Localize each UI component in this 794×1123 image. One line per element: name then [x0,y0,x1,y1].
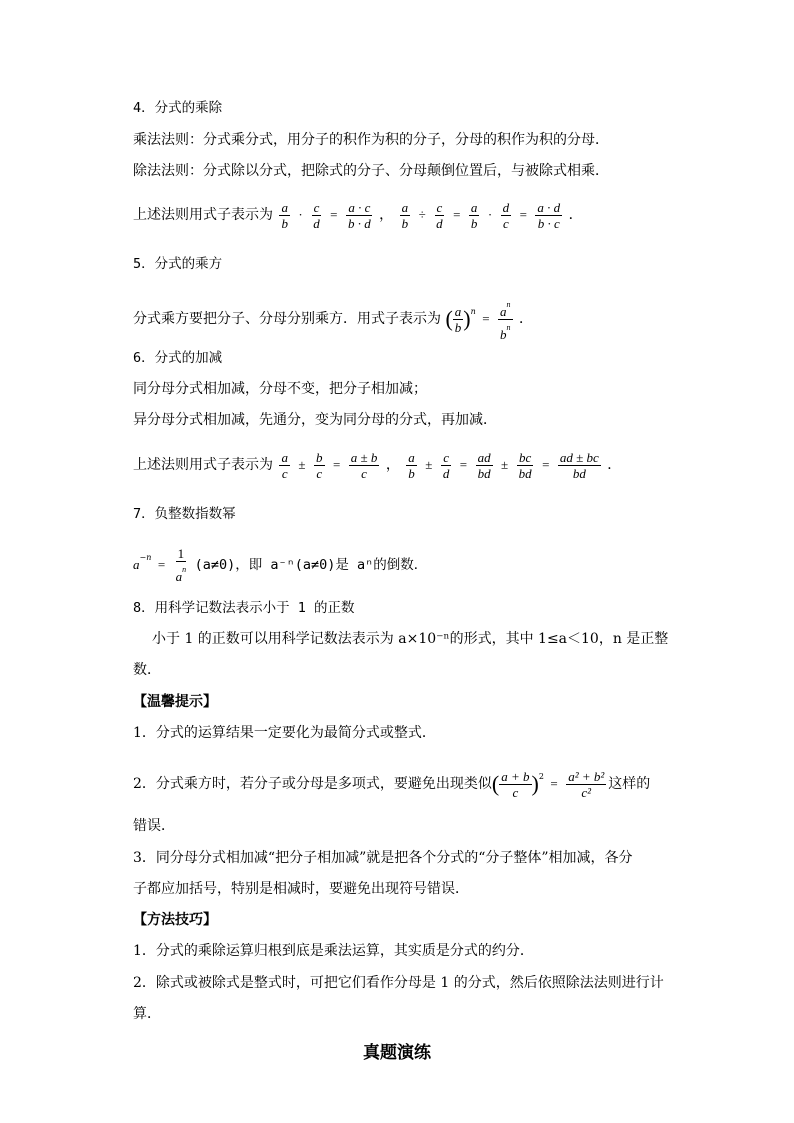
fraction: $\frac{a}{b}$ [408,449,415,481]
tip-3-line1: 3．同分母分式相加减“把分子相加减”就是把各个分式的“分子整体”相加减，各分 [133,850,633,866]
fraction: $\frac{c}{d}$ [442,449,450,481]
mul-div-formula: 上述法则用式子表示为 $\frac{a}{b}$ · $\frac{c}{d}$ = $\frac{a \cdot c}{b \cdot d}$ ， $\frac{a}{b}$ ÷ $\frac{c}{d}$ = $\frac{a}{b}$ · $\frac{d}{c}$ = $\frac{a \cdot d}{b \cdot c}$ ． [133,199,583,231]
same-denominator-rule: 同分母分式相加减，分母不变，把分子相加减； [133,381,427,397]
tip-1: 1．分式的运算结果一定要化为最简分式或整式． [133,725,436,741]
power-formula: 分式乘方要把分子、分母分别乘方．用式子表示为 ( $\frac{a}{b}$ )$^n$ = $\frac{a^n}{b^n}$ ． [133,293,533,342]
scientific-notation-line1: 小于 1 的正数可以用科学记数法表示为 a×10⁻ⁿ的形式，其中 1≤a＜10，n 是正整 [152,631,669,647]
fraction: $\frac{ad \pm bc}{bd}$ [559,449,599,481]
section-8-heading: 8．用科学记数法表示小于 1 的正数 [133,600,355,616]
tips-heading: 【温馨提示】 [133,694,217,710]
fraction: $\frac{\text{a² + b²}}{\text{c²}}$ [568,768,605,800]
negative-exponent-explanation: (a≠0)，即 a⁻ⁿ(a≠0)是 aⁿ的倒数． [194,557,428,573]
fraction: $\frac{1}{a^n}$ [175,546,187,584]
scientific-notation-line2: 数． [133,662,161,678]
section-6-heading: 6．分式的加减 [133,350,223,366]
formula-prefix: 上述法则用式子表示为 [133,207,273,223]
fraction: $\frac{a}{b}$ [281,199,288,231]
fraction: $\frac{ad}{bd}$ [477,449,491,481]
fraction: $\frac{a}{c}$ [281,449,288,481]
fraction: $\frac{b}{c}$ [316,449,323,481]
tip-3-line2: 子都应加括号，特别是相减时，要避免出现符号错误． [133,881,469,897]
fraction: $\frac{a^n}{b^n}$ [498,297,513,342]
section-4-heading: 4．分式的乘除 [133,100,223,116]
fraction: $\frac{bc}{bd}$ [518,449,532,481]
method-1: 1．分式的乘除运算归根到底是乘法运算，其实质是分式的约分． [133,943,534,959]
multiplication-rule: 乘法法则：分式乘分式，用分子的积作为积的分子，分母的积作为积的分母． [133,132,609,148]
fraction: $\frac{a + b}{c}$ [501,768,530,800]
add-sub-formula: 上述法则用式子表示为 $\frac{a}{c}$ ± $\frac{b}{c}$ = $\frac{a \pm b}{c}$ ， $\frac{a}{b}$ ± $\frac{c}{d}$ = $\frac{ad}{bd}$ ± $\frac{bc}{bd}$ = $\frac{ad \pm bc}{bd}$ ． [133,449,622,481]
fraction: $\frac{a \cdot d}{b \cdot c}$ [537,199,561,231]
tip-2-line2: 错误． [133,818,175,834]
power-text: 分式乘方要把分子、分母分别乘方．用式子表示为 [133,311,441,327]
fraction: $\frac{c}{d}$ [313,199,320,231]
fraction: $\frac{a \pm b}{c}$ [350,449,378,481]
method-2-line1: 2．除式或被除式是整式时，可把它们看作分母是 1 的分式，然后依照除法法则进行计 [133,975,664,991]
fraction: $\frac{a}{b}$ [401,199,409,231]
fraction: $\frac{d}{c}$ [502,199,510,231]
methods-heading: 【方法技巧】 [133,912,217,928]
section-title: 真题演练 [363,1043,431,1063]
different-denominator-rule: 异分母分式相加减，先通分，变为同分母的分式，再加减． [133,412,497,428]
fraction: $\frac{a}{b}$ [454,303,462,335]
section-7-heading: 7．负整数指数幂 [133,506,236,522]
section-5-heading: 5．分式的乘方 [133,256,223,272]
division-rule: 除法法则：分式除以分式，把除式的分子、分母颠倒位置后，与被除式相乘． [133,163,609,179]
formula-prefix: 上述法则用式子表示为 [133,457,273,473]
method-2-line2: 算． [133,1006,161,1022]
fraction: $\frac{a}{b}$ [470,199,478,231]
fraction: $\frac{c}{d}$ [436,199,443,231]
tip-2: 2．分式乘方时，若分子或分母是多项式，要避免出现类似( $\frac{a + b}{c}$ )$^2$ = $\frac{\text{a² + b²}}{\text{c²}}$ 这样的 [133,768,651,800]
fraction: $\frac{a \cdot c}{b \cdot d}$ [347,199,371,231]
negative-exponent-formula: $a^{-n}$ = $\frac{1}{a^n}$ (a≠0)，即 a⁻ⁿ(a≠0)是 aⁿ的倒数． [133,546,428,584]
